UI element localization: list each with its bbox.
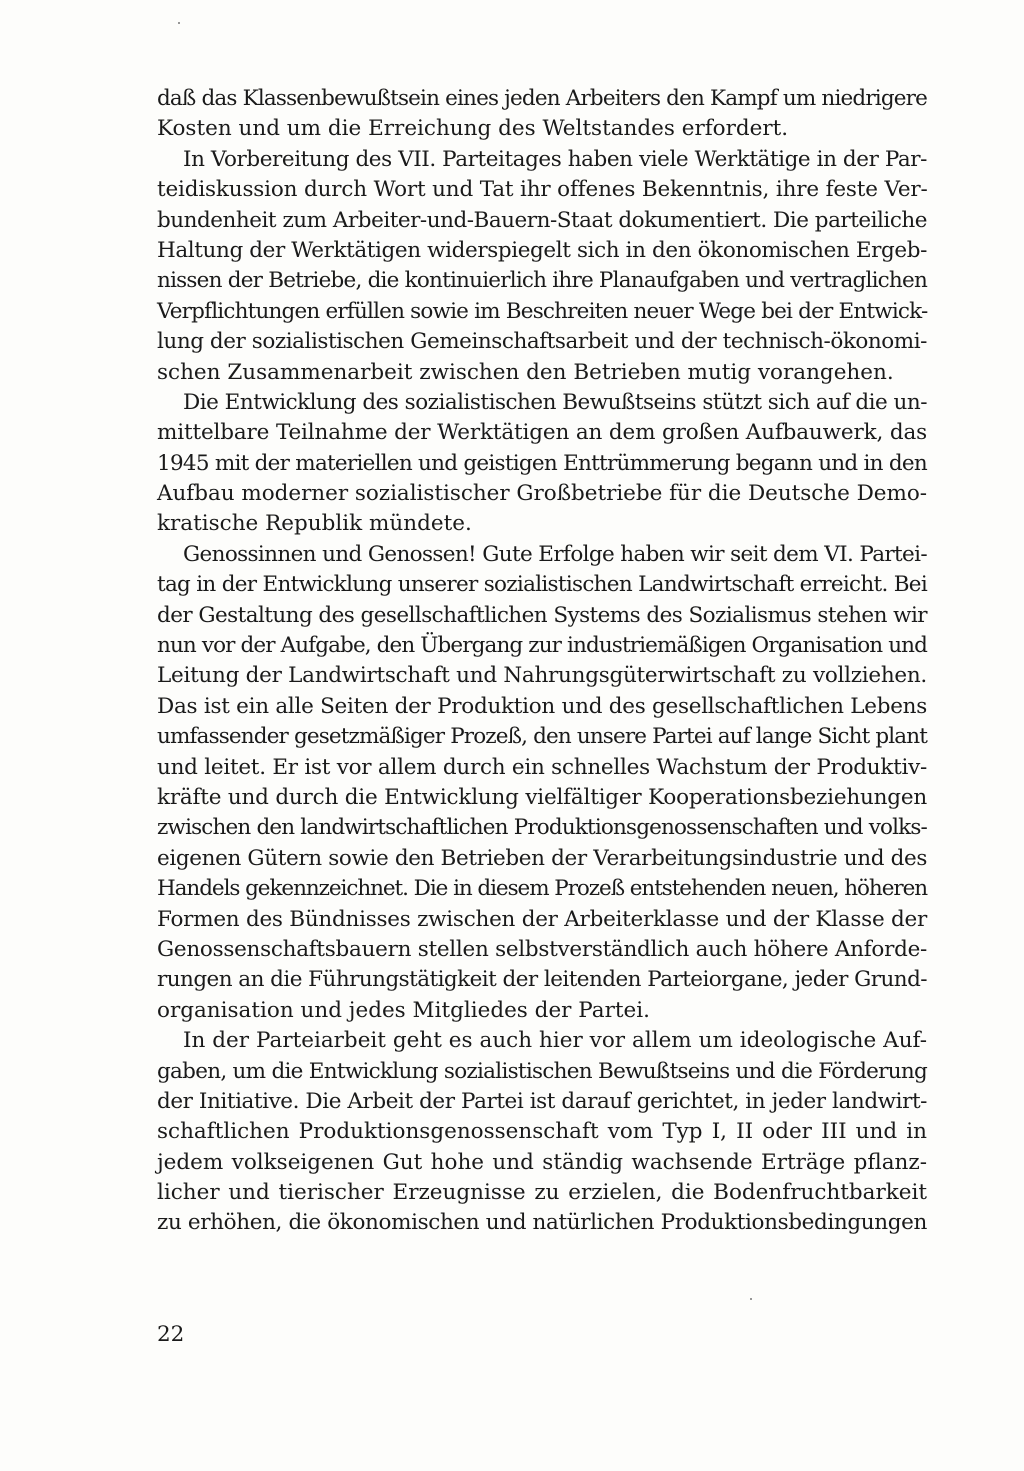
text-line: zu erhöhen, die ökonomischen und natürlichen Produktionsbedingungen bbox=[157, 1210, 927, 1236]
text-line: Verpflichtungen erfüllen sowie im Beschreiten neuer Wege bei der Entwick- bbox=[157, 298, 928, 324]
page-number: 22 bbox=[157, 1322, 185, 1347]
text-line: Das ist ein alle Seiten der Produktion und des gesellschaftlichen Lebens bbox=[157, 693, 927, 719]
text-line: der Gestaltung des gesellschaftlichen Systems des Sozialismus stehen wir bbox=[157, 602, 928, 628]
text-line: kräfte und durch die Entwicklung vielfältiger Kooperationsbeziehungen bbox=[157, 784, 927, 810]
text-line: 1945 mit der materiellen und geistigen Enttrümmerung begann und in den bbox=[157, 450, 927, 476]
text-line: Leitung der Landwirtschaft und Nahrungsgüterwirtschaft zu vollziehen. bbox=[157, 663, 927, 689]
text-line: Kosten und um die Erreichung des Weltstandes erfordert. bbox=[157, 116, 789, 142]
text-line: kratische Republik mündete. bbox=[157, 511, 472, 537]
text-line: eigenen Gütern sowie den Betrieben der Verarbeitungsindustrie und des bbox=[157, 845, 927, 871]
text-line: teidiskussion durch Wort und Tat ihr offenes Bekenntnis, ihre feste Ver- bbox=[157, 177, 928, 203]
text-line: jedem volkseigenen Gut hohe und ständig wachsende Erträge pflanz- bbox=[157, 1149, 927, 1175]
text-line: Formen des Bündnisses zwischen der Arbeiterklasse und der Klasse der bbox=[157, 906, 927, 932]
text-line: lung der sozialistischen Gemeinschaftsarbeit und der technisch-ökonomi- bbox=[157, 329, 927, 355]
text-line: daß das Klassenbewußtsein eines jeden Arbeiters den Kampf um niedrigere bbox=[157, 86, 927, 111]
text-line: organisation und jedes Mitgliedes der Partei. bbox=[157, 997, 650, 1023]
text-line: Genossenschaftsbauern stellen selbstverständlich auch höhere Anforde- bbox=[157, 936, 928, 962]
text-line: In Vorbereitung des VII. Parteitages haben viele Werktätige in der Par- bbox=[183, 146, 927, 172]
text-line: bundenheit zum Arbeiter-und-Bauern-Staat dokumentiert. Die parteiliche bbox=[157, 207, 927, 233]
text-line: und leitet. Er ist vor allem durch ein schnelles Wachstum der Produktiv- bbox=[157, 754, 928, 780]
text-line: mittelbare Teilnahme der Werktätigen an dem großen Aufbauwerk, das bbox=[157, 420, 928, 446]
body-text bbox=[157, 84, 927, 1239]
text-line: Aufbau moderner sozialistischer Großbetriebe für die Deutsche Demo- bbox=[157, 481, 927, 507]
text-line: schaftlichen Produktionsgenossenschaft vom Typ I, II oder III und in bbox=[157, 1119, 927, 1145]
text-line: Haltung der Werktätigen widerspiegelt sich in den ökonomischen Ergeb- bbox=[157, 237, 927, 263]
text-line: zwischen den landwirtschaftlichen Produktionsgenossenschaften und volks- bbox=[157, 815, 927, 841]
text-line: licher und tierischer Erzeugnisse zu erzielen, die Bodenfruchtbarkeit bbox=[157, 1180, 927, 1206]
text-line: tag in der Entwicklung unserer sozialistischen Landwirtschaft erreicht. Bei bbox=[157, 572, 927, 598]
text-line: Genossinnen und Genossen! Gute Erfolge haben wir seit dem VI. Partei- bbox=[183, 541, 927, 567]
text-line: nun vor der Aufgabe, den Übergang zur industriemäßigen Organisation und bbox=[157, 633, 927, 659]
text-line: schen Zusammenarbeit zwischen den Betrieben mutig vorangehen. bbox=[157, 359, 894, 385]
text-line: In der Parteiarbeit geht es auch hier vor allem um ideologische Auf- bbox=[183, 1028, 927, 1054]
text-line: gaben, um die Entwicklung sozialistischen Bewußtseins und die Förderung bbox=[157, 1058, 927, 1084]
print-speck bbox=[750, 1298, 752, 1300]
print-speck bbox=[178, 22, 180, 24]
text-line: Handels gekennzeichnet. Die in diesem Prozeß entstehenden neuen, höheren bbox=[157, 876, 928, 902]
text-line: Die Entwicklung des sozialistischen Bewußtseins stützt sich auf die un- bbox=[183, 389, 927, 415]
text-line: rungen an die Führungstätigkeit der leitenden Parteiorgane, jeder Grund- bbox=[157, 967, 928, 993]
text-line: umfassender gesetzmäßiger Prozeß, den unsere Partei auf lange Sicht plant bbox=[157, 724, 927, 750]
text-line: nissen der Betriebe, die kontinuierlich ihre Planaufgaben und vertraglichen bbox=[157, 268, 928, 294]
text-line: der Initiative. Die Arbeit der Partei ist darauf gerichtet, in jeder landwirt- bbox=[157, 1088, 928, 1114]
